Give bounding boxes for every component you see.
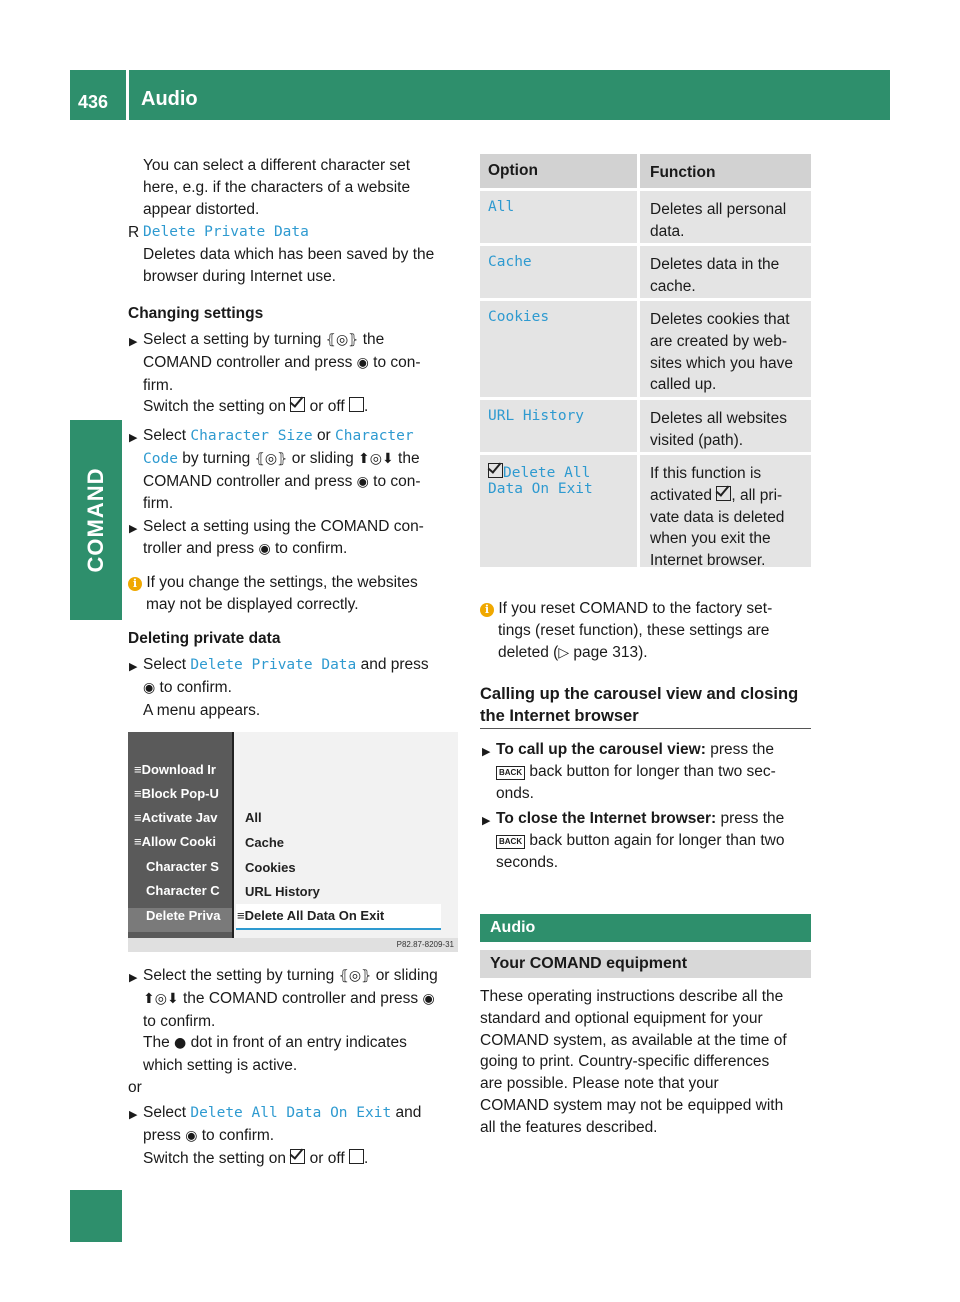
checkbox-off-icon (349, 1149, 364, 1164)
screenshot-option: Cache (245, 835, 285, 850)
screenshot-option: Cookies (245, 860, 296, 875)
screenshot-option: All (245, 810, 262, 825)
side-tab (70, 120, 122, 310)
menu-screenshot (128, 732, 458, 952)
step-select-setting: ▶ Select a setting by turning ⦃◎⦄ the COMAND controller and press ◉ to con- firm. Switch the setting on or off . (129, 331, 421, 416)
bullet-marker: R (128, 224, 140, 241)
bullet-delete-private: Delete Private Data Deletes data which has been saved by the browser during Internet use. (143, 224, 435, 285)
header-divider (126, 70, 129, 120)
deleting-heading: Deleting private data (128, 630, 281, 647)
table-row: URL History Deletes all websites visited (path). (480, 400, 811, 455)
step-select-setting-turning: ▶ Select the setting by turning ⦃◎⦄ or sliding ⬆◎⬇ the COMAND controller and press ◉ to confirm. The ● dot in front of an entry indicates which setting is active. (129, 967, 438, 1075)
changing-settings-heading: Changing settings (128, 305, 264, 322)
calling-heading: Calling up the carousel view and closing the Internet browser (480, 685, 799, 725)
checkbox-on-icon (290, 397, 305, 412)
step-delete-on-exit: ▶ Select Delete All Data On Exit and press ◉ to confirm. Switch the setting on or off . (129, 1104, 422, 1167)
screenshot-menu-item: Character C (146, 883, 220, 898)
screenshot-option: ≡Delete All Data On Exit (237, 908, 385, 923)
intro-text: You can select a different character set here, e.g. if the characters of a website appear distorted. (143, 157, 411, 218)
back-button-icon: BACK (496, 835, 525, 849)
table-row: Cookies Deletes cookies that are created by web-sites which you have called up. (480, 301, 811, 400)
equipment-paragraph: These operating instructions describe all the standard and optional equipment for your COMAND system, as available at the time of going to print. Country-specific differences are possible. Please note that your COMAND system may not be equipped with all the features described. (480, 988, 787, 1136)
table-header (480, 154, 811, 191)
step-delete-private: ▶ Select Delete Private Data and press ◉ to confirm. A menu appears. (129, 656, 429, 719)
info-note-settings: i If you change the settings, the websites may not be displayed correctly. (128, 572, 463, 616)
or-text: or (128, 1079, 142, 1096)
page-title: Audio (141, 88, 198, 110)
screenshot-menu-item: Character S (146, 859, 219, 874)
step-close-browser: ▶ To close the Internet browser: press the BACK back button again for longer than two seconds. (482, 810, 785, 871)
column-header-option: Option (480, 154, 640, 188)
screenshot-menu-item: Delete Priva (146, 908, 221, 923)
screenshot-menu-item: ≡Download Ir (134, 762, 216, 777)
side-marker (70, 1190, 122, 1242)
screenshot-menu-item: ≡Activate Jav (134, 810, 218, 825)
step-select-character: ▶ Select Character Size or Character Code by turning ⦃◎⦄ or sliding ⬆◎⬇ the COMAND controller and press ◉ to con- firm. (129, 427, 421, 513)
info-icon: i (128, 577, 142, 591)
heading-rule (480, 728, 811, 729)
table-row: Cache Deletes data in the cache. (480, 246, 811, 301)
screenshot-menu-item: ≡Block Pop-U (134, 786, 219, 801)
table-row: All Deletes all personal data. (480, 191, 811, 246)
equipment-subheader: Your COMAND equipment (480, 950, 811, 978)
info-note-reset: i If you reset COMAND to the factory set- tings (reset function), these settings are deleted (▷ page 313). (480, 598, 815, 664)
screenshot-caption: P82.87-8209-31 (128, 938, 458, 952)
screenshot-option: URL History (245, 884, 320, 899)
checkbox-on-icon (716, 486, 731, 501)
audio-section-header: Audio (480, 914, 811, 942)
checkbox-on-icon (290, 1149, 305, 1164)
side-label: COMAND (70, 420, 122, 620)
page-number: 436 (78, 92, 109, 112)
step-confirm-setting: ▶ Select a setting using the COMAND con- troller and press ◉ to confirm. (129, 518, 424, 557)
checkbox-off-icon (349, 397, 364, 412)
step-carousel: ▶ To call up the carousel view: press the BACK back button for longer than two sec- onds. (482, 741, 776, 802)
checkbox-on-icon (488, 463, 503, 478)
table-row: Delete All Data On Exit If this function is activated , all pri-vate data is deleted when you exit the Internet browser. (480, 455, 811, 570)
info-icon: i (480, 603, 494, 617)
column-header-function: Function (650, 164, 716, 181)
back-button-icon: BACK (496, 766, 525, 780)
screenshot-menu-item: ≡Allow Cooki (134, 834, 216, 849)
options-table (480, 154, 811, 570)
